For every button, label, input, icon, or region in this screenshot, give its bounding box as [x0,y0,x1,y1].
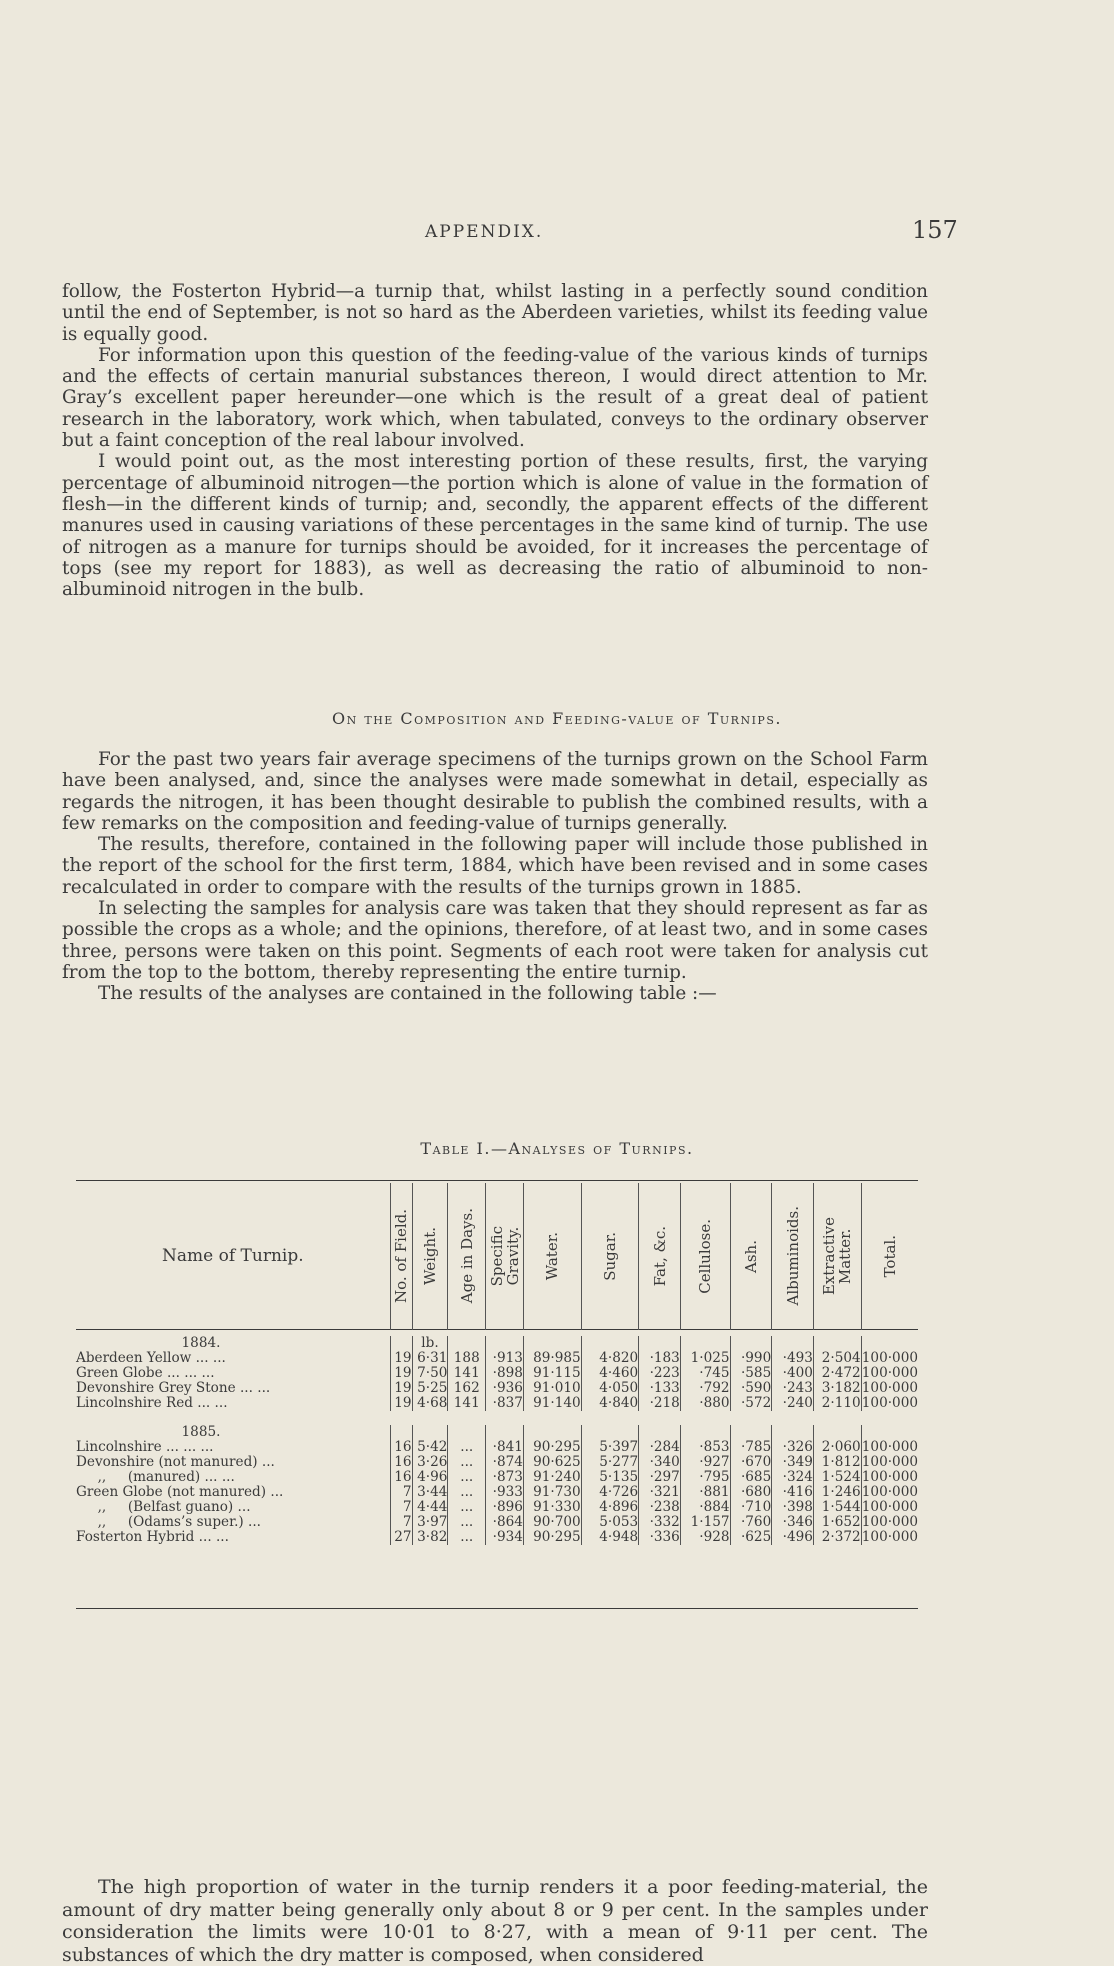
turnip-name: ,, (Belfast guano) ... [76,1499,251,1515]
table-body [76,1330,918,1553]
paragraph: For information upon this question of the feeding-value of the various kinds of turnips and the effects of certain manurial substances thereon, I would direct attention to Mr. Gray’s excellent paper hereunder—one which is the result of a great deal of patient research in the laboratory, work which, when tabulated, conveys to the ordinary observer but a faint conception of the real labour involved. [62,344,928,452]
cell-cellulose: ·745 [680,1366,730,1381]
cell-total: 100·000 [861,1365,918,1381]
column-header-age: Age in Days. [448,1183,486,1330]
column-header-ash: Ash. [730,1183,772,1330]
cell-ash: ·680 [730,1485,772,1500]
cell-cellulose: ·792 [680,1381,730,1396]
cell-field: 7 [390,1500,412,1515]
cell-age: ... [448,1530,486,1545]
cell-ash: ·670 [730,1455,772,1470]
cell-ash: ·585 [730,1366,772,1381]
column-header-water: Water. [523,1183,581,1330]
cell-extractive: 2·372 [813,1530,861,1545]
cell-water: 89·985 [523,1351,581,1366]
cell-albuminoids: ·398 [772,1500,814,1515]
paragraph: follow, the Fosterton Hybrid—a turnip that, whilst lasting in a perfectly sound condition until the end of September, is not so hard as the Aberdeen varieties, whilst its feeding value is equally good. [62,281,928,345]
column-header-extractive: Extractive Matter. [813,1183,861,1330]
cell-extractive: 3·182 [813,1381,861,1396]
turnip-name: Green Globe ... ... ... [76,1365,215,1381]
cell-sugar: 5·053 [581,1515,638,1530]
cell-cellulose: ·795 [680,1470,730,1485]
cell-water: 91·140 [523,1396,581,1411]
cell-extractive: 1·652 [813,1515,861,1530]
turnip-name: ,, (manured) ... ... [76,1469,235,1485]
column-header-weight: Weight. [412,1183,448,1330]
cell-age: 188 [448,1351,486,1366]
turnip-name: Devonshire Grey Stone ... ... [76,1380,271,1396]
cell-extractive: 1·246 [813,1485,861,1500]
cell-cellulose: ·881 [680,1485,730,1500]
cell-gravity: ·874 [486,1455,524,1470]
cell-field: 16 [390,1455,412,1470]
cell-weight: 3·82 [412,1530,448,1545]
cell-cellulose: ·927 [680,1455,730,1470]
cell-albuminoids: ·243 [772,1381,814,1396]
cell-gravity: ·873 [486,1470,524,1485]
section-text [62,749,928,1005]
cell-age: ... [448,1485,486,1500]
cell-gravity: ·898 [486,1366,524,1381]
cell-age: ... [448,1515,486,1530]
cell-total: 100·000 [861,1499,918,1515]
cell-fat: ·332 [639,1515,681,1530]
cell-extractive: 1·524 [813,1470,861,1485]
cell-cellulose: ·928 [680,1530,730,1545]
cell-gravity: ·896 [486,1500,524,1515]
cell-weight: 3·97 [412,1515,448,1530]
cell-albuminoids: ·493 [772,1351,814,1366]
cell-fat: ·218 [639,1396,681,1411]
cell-sugar: 5·135 [581,1470,638,1485]
cell-ash: ·685 [730,1470,772,1485]
cell-weight: 4·96 [412,1470,448,1485]
cell-field: 16 [390,1440,412,1455]
cell-total: 100·000 [861,1529,918,1545]
cell-ash: ·590 [730,1381,772,1396]
cell-field: 19 [390,1381,412,1396]
cell-gravity: ·936 [486,1381,524,1396]
table-row [76,1455,918,1470]
paragraph: For the past two years fair average specimens of the turnips grown on the School Farm have been analysed, and, since the analyses were made somewhat in detail, especially as regards the nitrogen, it has been thought desirable to publish the combined results, with a few remarks on the composition and feeding-value of turnips generally. [62,749,928,834]
table-title: Table I.—Analyses of Turnips. [420,1139,694,1158]
cell-ash: ·990 [730,1351,772,1366]
cell-total: 100·000 [861,1380,918,1396]
table-row [76,1500,918,1515]
cell-water: 91·115 [523,1366,581,1381]
cell-field: 19 [390,1351,412,1366]
cell-total: 100·000 [861,1454,918,1470]
column-header-field: No. of Field. [390,1183,412,1330]
paragraph: The results, therefore, contained in the following paper will include those published in the report of the school for the first term, 1884, which have been revised and in some cases recalculated in order to compare with the results of the turnips grown in 1885. [62,834,928,898]
cell-water: 90·625 [523,1455,581,1470]
cell-water: 91·330 [523,1500,581,1515]
cell-water: 91·730 [523,1485,581,1500]
cell-field: 19 [390,1396,412,1411]
cell-total: 100·000 [861,1439,918,1455]
column-header-albuminoids: Albuminoids. [772,1183,814,1330]
cell-field: 7 [390,1515,412,1530]
column-header-cellulose: Cellulose. [680,1183,730,1330]
cell-extractive: 2·060 [813,1440,861,1455]
page-header [0,216,1114,252]
column-header-sugar: Sugar. [581,1183,638,1330]
cell-fat: ·223 [639,1366,681,1381]
table-row [76,1530,918,1545]
cell-albuminoids: ·326 [772,1440,814,1455]
cell-weight: 5·42 [412,1440,448,1455]
cell-total: 100·000 [861,1350,918,1366]
cell-weight: 4·44 [412,1500,448,1515]
cell-fat: ·336 [639,1530,681,1545]
cell-total: 100·000 [861,1469,918,1485]
cell-ash: ·572 [730,1396,772,1411]
cell-extractive: 1·544 [813,1500,861,1515]
column-header-name: Name of Turnip. [162,1245,304,1266]
running-title: APPENDIX. [425,222,544,242]
cell-ash: ·625 [730,1530,772,1545]
cell-weight: 6·31 [412,1351,448,1366]
paragraph: I would point out, as the most interesting portion of these results, first, the varying percentage of albuminoid nitrogen—the portion which is alone of value in the formation of flesh—in the different kinds of turnip; and, secondly, the apparent effects of the different manures used in causing variations of these percentages in the same kind of turnip. The use of nitrogen as a manure for turnips should be avoided, for it increases the percentage of tops (see my report for 1883), as well as decreasing the ratio of albuminoid to non-albuminoid nitrogen in the bulb. [62,451,928,601]
cell-albuminoids: ·416 [772,1485,814,1500]
turnip-name: Lincolnshire Red ... ... [76,1395,228,1411]
cell-sugar: 5·397 [581,1440,638,1455]
cell-age: ... [448,1440,486,1455]
cell-weight: 7·50 [412,1366,448,1381]
cell-cellulose: ·884 [680,1500,730,1515]
cell-ash: ·785 [730,1440,772,1455]
cell-age: ... [448,1455,486,1470]
cell-water: 90·295 [523,1440,581,1455]
cell-age: 141 [448,1396,486,1411]
cell-gravity: ·841 [486,1440,524,1455]
intro-text [62,281,928,600]
table-row [76,1440,918,1455]
year-row [76,1336,918,1351]
cell-albuminoids: ·240 [772,1396,814,1411]
table-row [76,1396,918,1411]
cell-extractive: 1·812 [813,1455,861,1470]
year-label: 1884. [181,1335,221,1351]
cell-total: 100·000 [861,1514,918,1530]
cell-cellulose: 1·157 [680,1515,730,1530]
table-header-row [76,1183,918,1330]
column-header-gravity: Specific Gravity. [486,1183,524,1330]
cell-albuminoids: ·324 [772,1470,814,1485]
cell-age: 162 [448,1381,486,1396]
column-header-total: Total. [861,1183,918,1330]
cell-age: 141 [448,1366,486,1381]
cell-gravity: ·913 [486,1351,524,1366]
table-row [76,1366,918,1381]
cell-ash: ·710 [730,1500,772,1515]
paragraph: The high proportion of water in the turnip renders it a poor feeding-material, the amount of dry matter being generally only about 8 or 9 per cent. In the samples under consideration the limits were 10·01 to 8·27, with a mean of 9·11 per cent. The substances of which the dry matter is composed, when considered [62,1876,928,1966]
turnip-name: ,, (Odams’s super.) ... [76,1514,261,1530]
cell-total: 100·000 [861,1484,918,1500]
cell-field: 27 [390,1530,412,1545]
cell-albuminoids: ·400 [772,1366,814,1381]
cell-sugar: 4·896 [581,1500,638,1515]
spacer-row [76,1545,918,1553]
cell-ash: ·760 [730,1515,772,1530]
cell-water: 90·700 [523,1515,581,1530]
cell-sugar: 4·050 [581,1381,638,1396]
cell-fat: ·340 [639,1455,681,1470]
year-row [76,1425,918,1440]
cell-water: 91·240 [523,1470,581,1485]
turnip-name: Aberdeen Yellow ... ... [76,1350,226,1366]
cell-weight: 4·68 [412,1396,448,1411]
cell-field: 16 [390,1470,412,1485]
cell-fat: ·284 [639,1440,681,1455]
cell-weight: 3·44 [412,1485,448,1500]
cell-gravity: ·933 [486,1485,524,1500]
cell-water: 90·295 [523,1530,581,1545]
turnip-name: Devonshire (not manured) ... [76,1454,275,1470]
cell-sugar: 4·460 [581,1366,638,1381]
cell-albuminoids: ·349 [772,1455,814,1470]
cell-cellulose: 1·025 [680,1351,730,1366]
turnip-name: Green Globe (not manured) ... [76,1484,284,1500]
cell-albuminoids: ·496 [772,1530,814,1545]
section-title: On the Composition and Feeding-value of Turnips. [332,709,782,728]
table-row [76,1515,918,1530]
cell-fat: ·238 [639,1500,681,1515]
cell-sugar: 5·277 [581,1455,638,1470]
cell-sugar: 4·820 [581,1351,638,1366]
table-bottom-rule [76,1608,918,1609]
cell-extractive: 2·472 [813,1366,861,1381]
cell-age: ... [448,1470,486,1485]
cell-extractive: 2·504 [813,1351,861,1366]
turnip-name: Fosterton Hybrid ... ... [76,1529,229,1545]
paragraph: In selecting the samples for analysis care was taken that they should represent as far as possible the crops as a whole; and the opinions, therefore, of at least two, and in some cases three, persons were taken on this point. Segments of each root were taken for analysis cut from the top to the bottom, thereby representing the entire turnip. [62,898,928,983]
cell-gravity: ·864 [486,1515,524,1530]
cell-gravity: ·934 [486,1530,524,1545]
table-top-rule [76,1180,918,1181]
cell-albuminoids: ·346 [772,1515,814,1530]
weight-unit: lb. [412,1336,448,1351]
column-header-fat: Fat, &c. [639,1183,681,1330]
year-label: 1885. [181,1424,221,1440]
cell-sugar: 4·948 [581,1530,638,1545]
cell-water: 91·010 [523,1381,581,1396]
cell-weight: 3·26 [412,1455,448,1470]
turnip-name: Lincolnshire ... ... ... [76,1439,214,1455]
cell-field: 19 [390,1366,412,1381]
cell-age: ... [448,1500,486,1515]
cell-extractive: 2·110 [813,1396,861,1411]
cell-total: 100·000 [861,1395,918,1411]
cell-sugar: 4·726 [581,1485,638,1500]
cell-weight: 5·25 [412,1381,448,1396]
table-row [76,1381,918,1396]
cell-sugar: 4·840 [581,1396,638,1411]
table-row [76,1485,918,1500]
cell-field: 7 [390,1485,412,1500]
analyses-table-grid [76,1183,918,1553]
table-row [76,1470,918,1485]
cell-cellulose: ·880 [680,1396,730,1411]
cell-cellulose: ·853 [680,1440,730,1455]
page-number: 157 [912,216,958,244]
cell-fat: ·133 [639,1381,681,1396]
cell-fat: ·183 [639,1351,681,1366]
cell-fat: ·321 [639,1485,681,1500]
table-row [76,1351,918,1366]
paragraph: The results of the analyses are contained in the following table :— [98,983,717,1005]
spacer-row [76,1411,918,1425]
cell-gravity: ·837 [486,1396,524,1411]
closing-text [62,1876,928,1966]
cell-fat: ·297 [639,1470,681,1485]
